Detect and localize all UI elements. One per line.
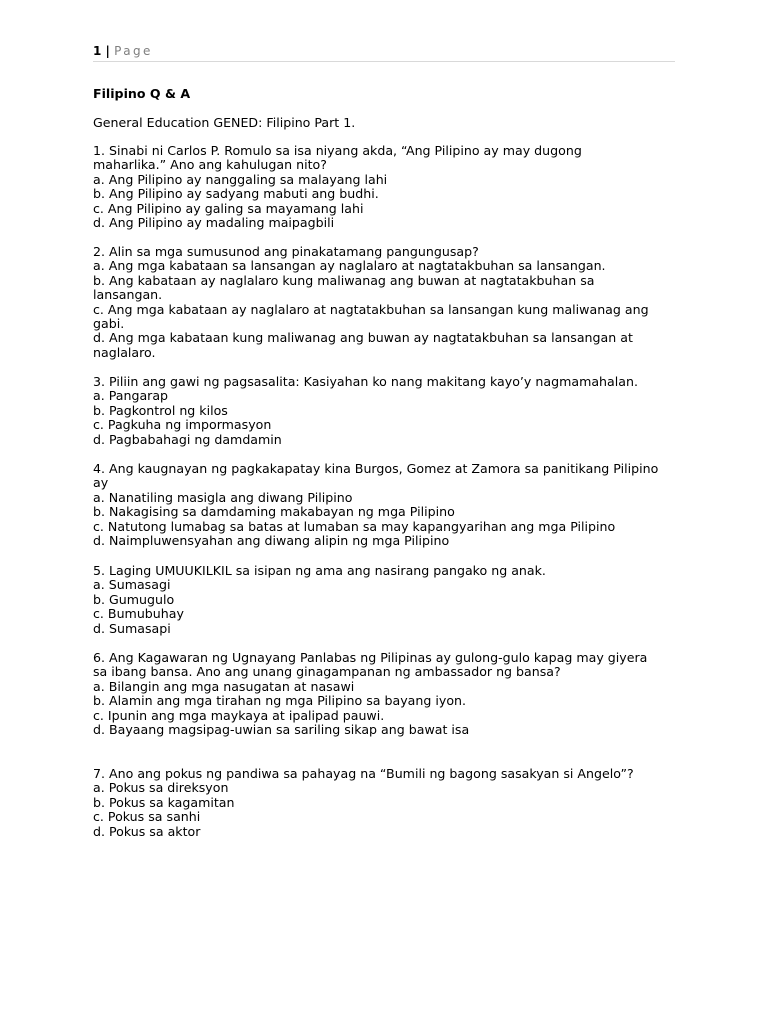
document-title: Filipino Q & A [93,86,191,101]
answer-option: c. Natutong lumabag sa batas at lumaban sa may kapangyarihan ang mga Pilipino [93,518,616,534]
answer-option: a. Pokus sa direksyon [93,780,229,796]
answer-option: b. Pokus sa kagamitan [93,794,235,810]
question-2 [93,245,675,360]
answer-option-continued: gabi. [93,316,125,332]
question-stem: 6. Ang Kagawaran ng Ugnayang Panlabas ng Pilipinas ay gulong-gulo kapag may giyera [93,650,648,665]
answer-option: a. Pangarap [93,388,169,404]
page-header [93,44,675,62]
answer-option-continued: lansangan. [93,287,163,303]
answer-option: a. Ang mga kabataan sa lansangan ay naglalaro at nagtatakbuhan sa lansangan. [93,258,606,274]
question-stem: 3. Piliin ang gawi ng pagsasalita: Kasiyahan ko nang makitang kayo’y nagmamahalan. [93,374,638,389]
page-label: Page [114,44,153,58]
answer-option-continued: naglalaro. [93,344,156,360]
question-7 [93,767,675,839]
answer-option: d. Sumasapi [93,620,171,636]
question-4 [93,462,675,548]
answer-option: c. Ang mga kabataan ay naglalaro at nagtatakbuhan sa lansangan kung maliwanag ang [93,301,649,317]
answer-option: d. Pagbabahagi ng damdamin [93,431,282,447]
answer-option: b. Gumugulo [93,591,175,607]
question-stem: 1. Sinabi ni Carlos P. Romulo sa isa niyang akda, “Ang Pilipino ay may dugong [93,143,582,158]
answer-option: b. Ang kabataan ay naglalaro kung maliwanag ang buwan at nagtatakbuhan sa [93,272,595,288]
question-stem: sa ibang bansa. Ano ang unang ginagampanan ng ambassador ng bansa? [93,664,561,680]
answer-option: c. Bumubuhay [93,606,184,622]
answer-option: c. Pagkuha ng impormasyon [93,417,272,433]
answer-option: a. Sumasagi [93,577,171,593]
answer-option: b. Nakagising sa damdaming makabayan ng mga Pilipino [93,504,455,520]
answer-option: d. Ang mga kabataan kung maliwanag ang buwan ay nagtatakbuhan sa lansangan at [93,330,633,346]
answer-option: a. Ang Pilipino ay nanggaling sa malayang lahi [93,171,388,187]
question-stem: 5. Laging UMUUKILKIL sa isipan ng ama ang nasirang pangako ng anak. [93,563,546,578]
answer-option: c. Ang Pilipino ay galing sa mayamang lahi [93,200,364,216]
answer-option: d. Ang Pilipino ay madaling maipagbili [93,215,335,231]
question-5 [93,564,675,636]
question-stem: maharlika.” Ano ang kahulugan nito? [93,157,327,173]
answer-option: b. Ang Pilipino ay sadyang mabuti ang budhi. [93,186,379,202]
question-stem: 4. Ang kaugnayan ng pagkakapatay kina Burgos, Gomez at Zamora sa panitikang Pilipino [93,461,659,476]
page-separator: | [101,44,115,58]
answer-option: b. Pagkontrol ng kilos [93,402,228,418]
answer-option: d. Pokus sa aktor [93,823,201,839]
question-stem: 2. Alin sa mga sumusunod ang pinakatamang pangungusap? [93,244,479,259]
answer-option: d. Naimpluwensyahan ang diwang alipin ng mga Pilipino [93,533,450,549]
page-number: 1 [93,44,102,58]
question-1 [93,144,675,230]
document-subtitle: General Education GENED: Filipino Part 1. [93,115,356,130]
question-3 [93,375,675,447]
answer-option: a. Nanatiling masigla ang diwang Pilipino [93,489,353,505]
answer-option: c. Ipunin ang mga maykaya at ipalipad pauwi. [93,707,385,723]
question-stem: ay [93,475,109,491]
question-6 [93,651,675,737]
answer-option: b. Alamin ang mga tirahan ng mga Pilipino sa bayang iyon. [93,693,467,709]
answer-option: d. Bayaang magsipag-uwian sa sariling sikap ang bawat isa [93,722,470,738]
answer-option: c. Pokus sa sanhi [93,809,201,825]
answer-option: a. Bilangin ang mga nasugatan at nasawi [93,678,355,694]
question-stem: 7. Ano ang pokus ng pandiwa sa pahayag na “Bumili ng bagong sasakyan si Angelo”? [93,766,634,781]
